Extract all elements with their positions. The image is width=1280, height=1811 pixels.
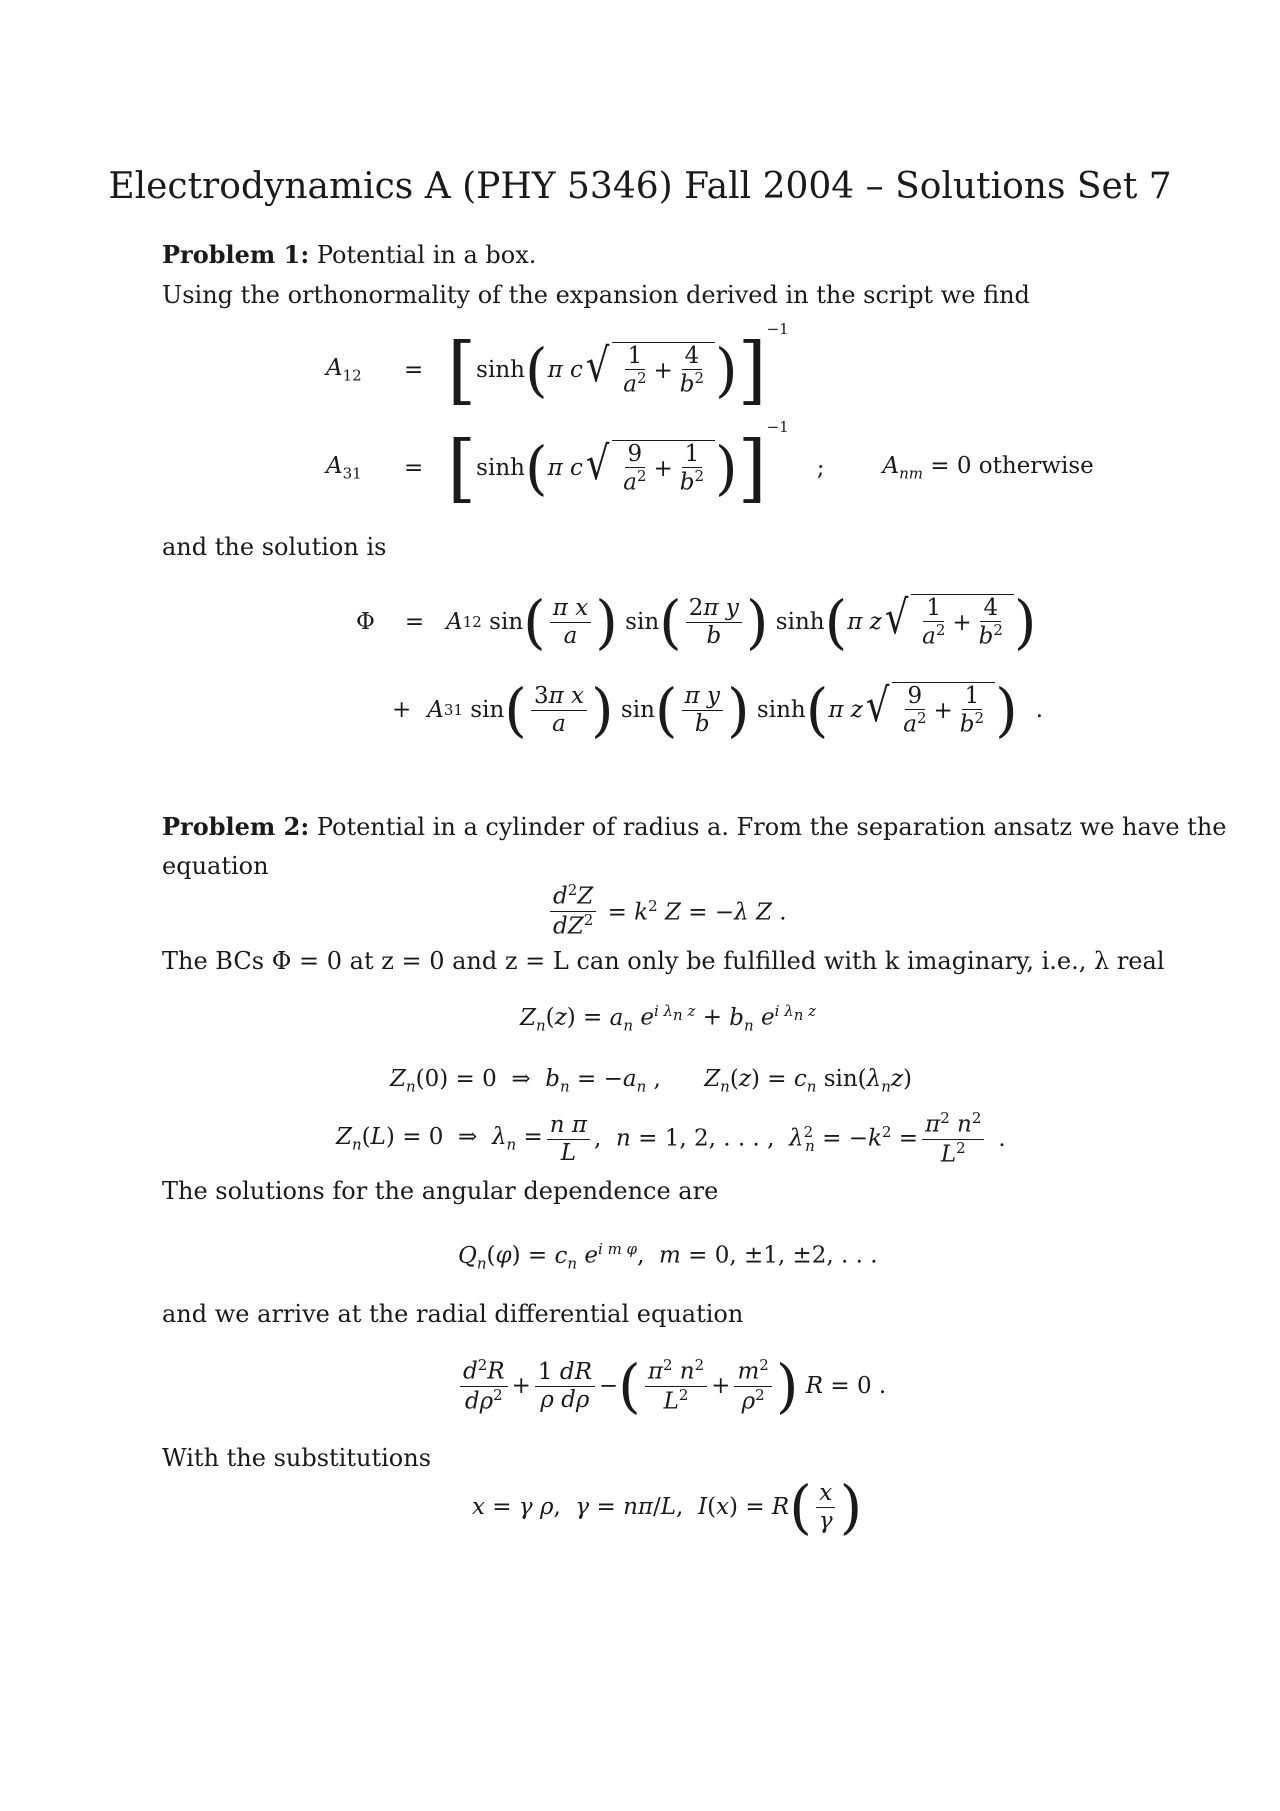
equation-zn-general: $Z_n(z) = a_n$ $e^{i \lambda_n z} + b_n$ $e^{i \lambda_n z}$ bbox=[520, 1002, 817, 1035]
equation-phi-line1: Φ = A 12 sin ( $\frac{\text{π x}}{a}$ ) sin ( $\frac{\text{2π y}}{b}$ ) sinh ( π z √ $\frac{1}{a^2}$ + $\frac{4}{b^2}$ ) bbox=[356, 588, 1037, 656]
angular-text: The solutions for the angular dependence are bbox=[162, 1177, 719, 1205]
equation-a12: $A_{12}$ = [ sinh ( π c √ $\frac{1}{a^2}$ + $\frac{4}{b^2}$ ) ] $^{-1}$ bbox=[326, 320, 789, 413]
equation-a31: $A_{31}$ = [ sinh ( π c √ $\frac{9}{a^2}$ + $\frac{1}{b^2}$ ) ] $^{-1}$ ; $A_{nm} = 0$ otherwise bbox=[326, 418, 1094, 511]
otherwise-label: otherwise bbox=[978, 453, 1094, 480]
problem2-label: Problem 2: bbox=[162, 812, 310, 841]
equation-lambda-n: $Z_n(L) = 0$ ⇒ $\lambda_n$ = $\frac{\text{n π}}{L}$ , n = 1, 2, . . . , $\lambda^2_n = -k^2$ = $\frac{\pi^2 n^2}{L^2}$ . bbox=[336, 1109, 1006, 1168]
solution-intro: and the solution is bbox=[162, 533, 387, 561]
problem1-label: Problem 1: bbox=[162, 240, 310, 269]
equation-zn-zero: $Z_n(0) = 0$ ⇒ $b_n = -a_n$ , $Z_n(z) = c_n$ $\sin(\lambda_nz)$ bbox=[390, 1066, 913, 1096]
subst-text: With the substitutions bbox=[162, 1444, 432, 1472]
problem1-title: Potential in a box. bbox=[316, 241, 537, 269]
problem2-heading-cont: equation bbox=[162, 852, 269, 880]
problem1-intro: Using the orthonormality of the expansion derived in the script we find bbox=[162, 281, 1030, 309]
bcs-text: The BCs Φ = 0 at z = 0 and z = L can only be fulfilled with k imaginary, i.e., λ real bbox=[162, 947, 1165, 975]
equation-radial: $\frac{d^2R}{d\rho^2}$ + $\frac{1 dR}{\text{ρ dρ}}$ − ( $\frac{\pi^2 n^2}{L^2}$ + $\frac{m^2}{\rho^2}$ ) R = 0 . bbox=[456, 1346, 886, 1426]
radial-text: and we arrive at the radial differential equation bbox=[162, 1300, 744, 1328]
equation-q-phi: $Q_n(\varphi) = c_n$ $e^{i m \varphi}$, m = 0, ±1, ±2, . . . bbox=[458, 1240, 878, 1273]
problem2-heading-line bbox=[162, 812, 1226, 841]
equation-phi-line2: + A 31 sin ( $\frac{\text{3π x}}{a}$ ) sin ( $\frac{\text{π y}}{b}$ ) sinh ( π z √ $\frac{9}{a^2}$ + $\frac{1}{b^2}$ ) . bbox=[392, 676, 1044, 744]
equation-z-ode: $\frac{d^2Z}{dZ^2}$ = $k^2$ Z = −λ Z . bbox=[546, 876, 787, 946]
equation-substitution: x = γ ρ, γ = nπ/L, I(x) = R ( $\frac{x}{\gamma}$ ) bbox=[472, 1473, 863, 1541]
problem2-title: Potential in a cylinder of radius a. From the separation ansatz we have the bbox=[316, 813, 1227, 841]
document-title: Electrodynamics A (PHY 5346) Fall 2004 – Solutions Set 7 bbox=[108, 166, 1172, 207]
problem1-heading-line bbox=[162, 240, 536, 269]
